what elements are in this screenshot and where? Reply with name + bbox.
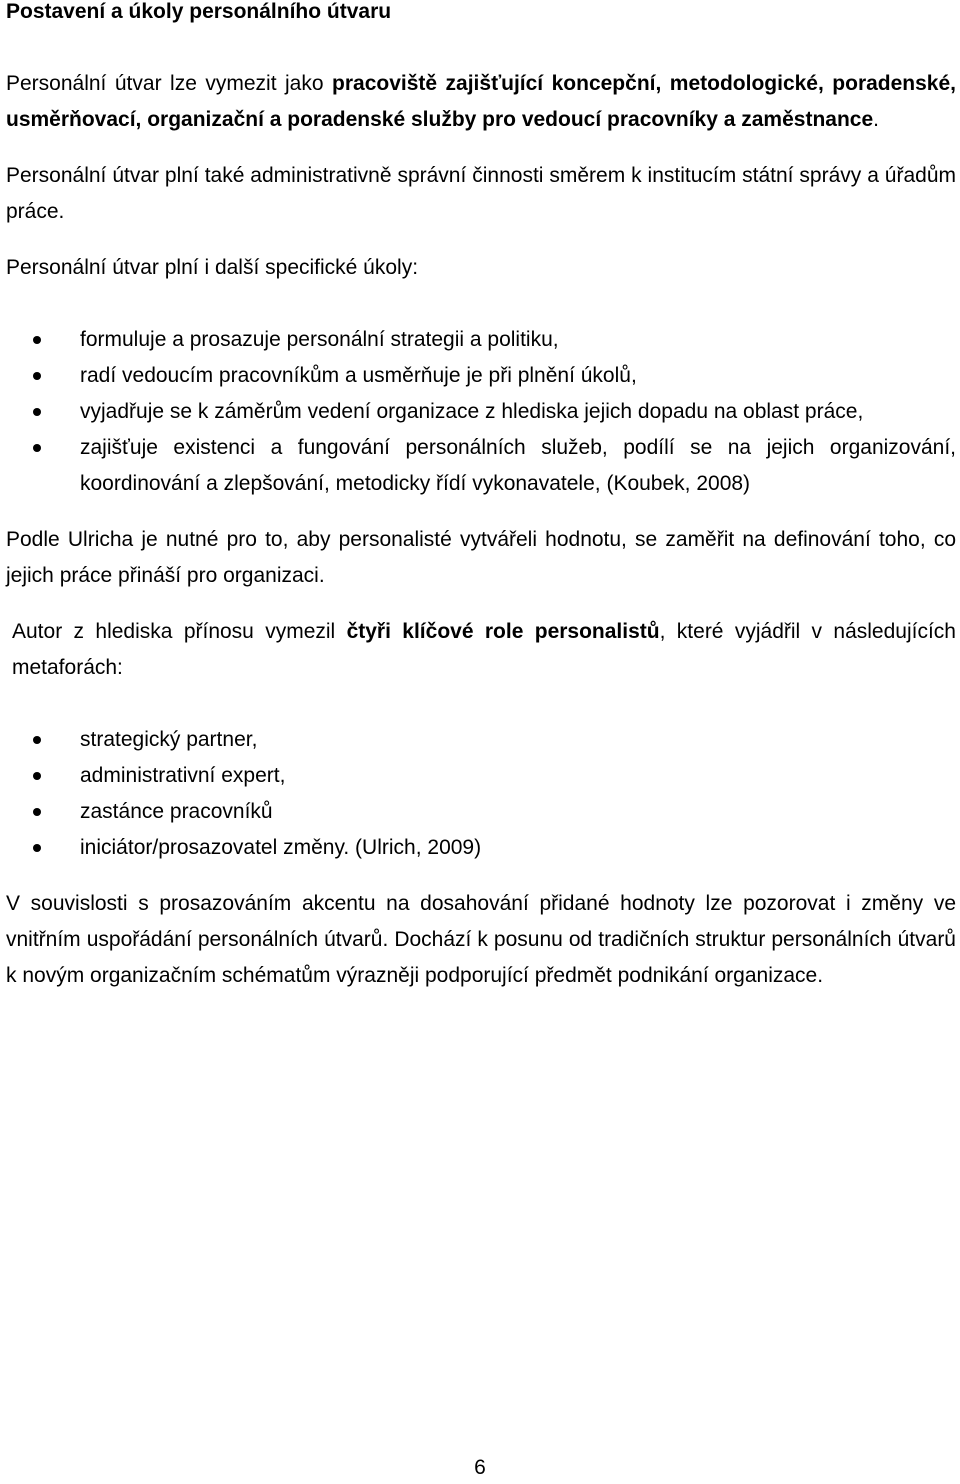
bullet-icon	[33, 772, 41, 780]
list-item-text: formuluje a prosazuje personální strategii a politiku,	[80, 328, 559, 351]
bullet-icon	[33, 336, 41, 344]
list-item-text: strategický partner,	[80, 728, 258, 751]
list-item-text: vyjadřuje se k záměrům vedení organizace z hlediska jejich dopadu na oblast práce,	[80, 400, 864, 423]
list-item	[6, 322, 956, 358]
tasks-list	[6, 322, 956, 502]
bullet-icon	[33, 372, 41, 380]
document-page	[6, 0, 956, 994]
paragraph-roles-intro	[6, 614, 956, 686]
page-number: 6	[474, 1456, 486, 1479]
paragraph-structure-changes: V souvislosti s prosazováním akcentu na dosahování přidané hodnoty lze pozorovat i změny ve vnitřním uspořádání personálních útvarů. Dochází k posunu od tradičních struktur personálních útvarů k novým organizačním schématům výrazněji podporující předmět podnikání organizace.	[6, 892, 956, 987]
paragraph-roles-bold: čtyři klíčové role personalistů	[346, 620, 660, 643]
list-item-text: administrativní expert,	[80, 764, 286, 787]
roles-list	[6, 722, 956, 866]
bullet-icon	[33, 808, 41, 816]
paragraph-ulrich: Podle Ulricha je nutné pro to, aby personalisté vytvářeli hodnotu, se zaměřit na definování toho, co jejich práce přináší pro organizaci.	[6, 528, 956, 587]
list-item-text: radí vedoucím pracovníkům a usměrňuje je při plnění úkolů,	[80, 364, 637, 387]
paragraph-definition-bold: pracoviště zajišťující koncepční, metodologické, poradenské, usměrňovací, organizační a poradenské služby pro vedoucí pracovníky a zaměstnance	[6, 72, 957, 131]
list-item	[6, 722, 956, 758]
list-item	[6, 830, 956, 866]
paragraph-administrative: Personální útvar plní také administrativně správní činnosti směrem k institucím státní správy a úřadům práce.	[6, 164, 956, 223]
paragraph-tasks-intro: Personální útvar plní i další specifické úkoly:	[6, 256, 419, 279]
paragraph-definition-lead: Personální útvar lze vymezit jako	[6, 72, 333, 95]
section-heading: Postavení a úkoly personálního útvaru	[6, 0, 392, 23]
paragraph-roles-tail: , které vyjádřil v následujících metaforách:	[12, 620, 956, 679]
bullet-icon	[33, 736, 41, 744]
list-item	[6, 430, 956, 502]
paragraph-roles-lead: Autor z hlediska přínosu vymezil	[12, 620, 347, 643]
bullet-icon	[33, 408, 41, 416]
list-item	[6, 358, 956, 394]
list-item-text: zajišťuje existenci a fungování personálních služeb, podílí se na jejich organizování, koordinování a zlepšování, metodicky řídí vykonavatele, (Koubek, 2008)	[80, 436, 956, 495]
list-item-text: zastánce pracovníků	[80, 800, 273, 823]
list-item	[6, 794, 956, 830]
paragraph-definition-tail: .	[873, 108, 879, 131]
bullet-icon	[33, 444, 41, 452]
list-item	[6, 758, 956, 794]
paragraph-definition	[6, 66, 956, 138]
list-item	[6, 394, 956, 430]
bullet-icon	[33, 844, 41, 852]
list-item-text: iniciátor/prosazovatel změny. (Ulrich, 2009)	[80, 836, 482, 859]
